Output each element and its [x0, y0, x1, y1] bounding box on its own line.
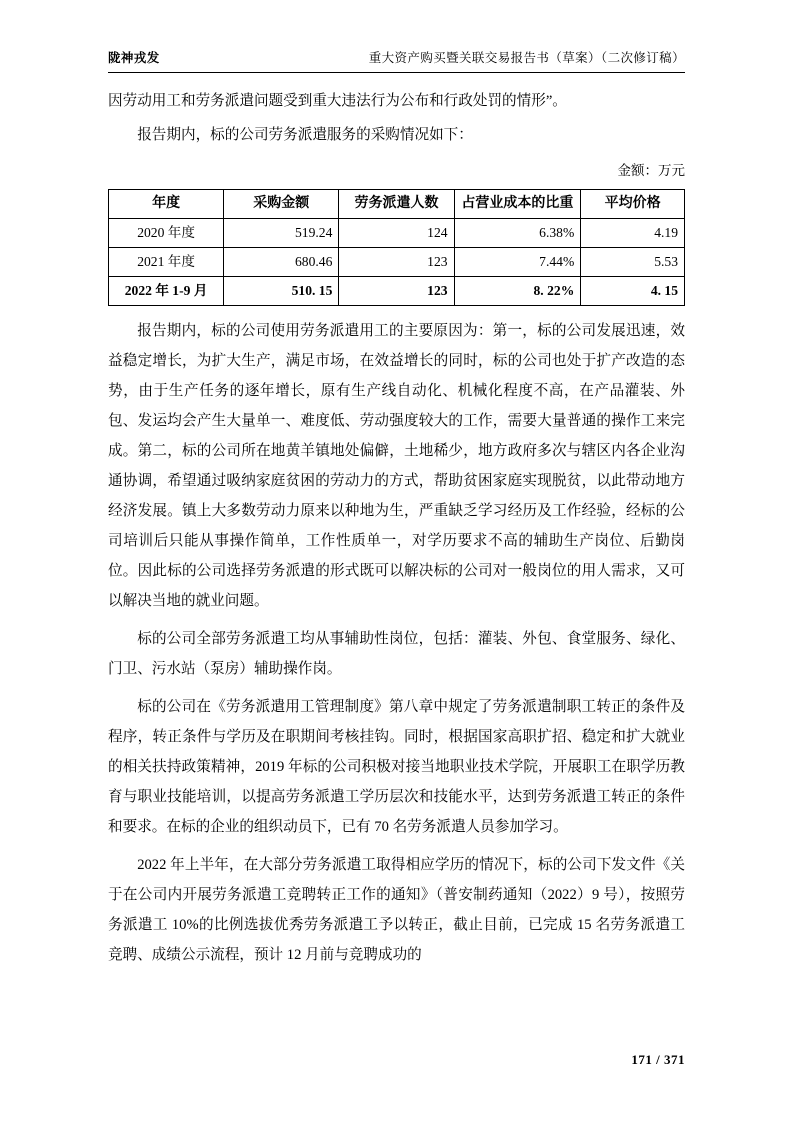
cell-people: 124: [339, 219, 454, 248]
cell-year: 2021 年度: [109, 248, 224, 277]
page-content: [108, 86, 685, 970]
paragraph-2: 报告期内，标的公司劳务派遣服务的采购情况如下：: [137, 127, 473, 143]
table-header-ratio: 占营业成本的比重: [454, 190, 581, 219]
spacer: [108, 684, 685, 692]
cell-people: 123: [339, 277, 454, 306]
header-company-name: 陇神戎发: [108, 51, 160, 65]
labor-dispatch-table: [108, 189, 685, 306]
cell-year: 2022 年 1-9 月: [109, 277, 224, 306]
table-header-price: 平均价格: [581, 190, 685, 219]
cell-ratio: 7.44%: [454, 248, 581, 277]
cell-people: 123: [339, 248, 454, 277]
table-unit-label: 金额：万元: [617, 163, 685, 178]
page-number: 171 / 371: [631, 1052, 685, 1067]
table-row: [109, 248, 685, 277]
cell-amount: 510. 15: [224, 277, 339, 306]
table-header-people: 劳务派遣人数: [339, 190, 454, 219]
spacer: [108, 616, 685, 624]
cell-price: 4.19: [581, 219, 685, 248]
header-divider: [108, 72, 685, 73]
cell-amount: 680.46: [224, 248, 339, 277]
cell-price: 4. 15: [581, 277, 685, 306]
paragraph-6: 2022 年上半年，在大部分劳务派遣工取得相应学历的情况下，标的公司下发文件《关于在公司内开展劳务派遣工竞聘转正工作的通知》（普安制药通知（2022）9 号），按照劳务派遣工 10%的比例选拔优秀劳务派遣工予以转正，截止目前，已完成 15 名劳务派遣工竞聘、成绩公示流程，预计 12 月前与竞聘成功的: [108, 857, 685, 963]
paragraph-1: 因劳动用工和劳务派遣问题受到重大违法行为公布和行政处罚的情形”。: [108, 93, 567, 109]
spacer: [108, 842, 685, 850]
table-header-year: 年度: [109, 190, 224, 219]
paragraph-4: 标的公司全部劳务派遣工均从事辅助性岗位，包括：灌装、外包、食堂服务、绿化、门卫、污水站（泵房）辅助操作岗。: [108, 631, 685, 677]
cell-ratio: 8. 22%: [454, 277, 581, 306]
cell-amount: 519.24: [224, 219, 339, 248]
page-header: [108, 48, 685, 66]
header-document-title: 重大资产购买暨关联交易报告书（草案）（二次修订稿）: [368, 51, 685, 65]
table-header-amount: 采购金额: [224, 190, 339, 219]
cell-ratio: 6.38%: [454, 219, 581, 248]
paragraph-3: 报告期内，标的公司使用劳务派遣用工的主要原因为：第一，标的公司发展迅速，效益稳定增长，为扩大生产，满足市场，在效益增长的同时，标的公司也处于扩产改造的态势，由于生产任务的逐年增长，原有生产线自动化、机械化程度不高，在产品灌装、外包、发运均会产生大量单一、难度低、劳动强度较大的工作，需要大量普通的操作工来完成。第二，标的公司所在地黄羊镇地处偏僻，土地稀少，地方政府多次与辖区内各企业沟通协调，希望通过吸纳家庭贫困的劳动力的方式，帮助贫困家庭实现脱贫，以此带动地方经济发展。镇上大多数劳动力原来以种地为生，严重缺乏学习经历及工作经验，经标的公司培训后只能从事操作简单，工作性质单一，对学历要求不高的辅助生产岗位、后勤岗位。因此标的公司选择劳务派遣的形式既可以解决标的公司对一般岗位的用人需求，又可以解决当地的就业问题。: [108, 323, 685, 609]
table-row: [109, 277, 685, 306]
paragraph-5: 标的公司在《劳务派遣用工管理制度》第八章中规定了劳务派遣制职工转正的条件及程序，转正条件与学历及在职期间考核挂钩。同时，根据国家高职扩招、稳定和扩大就业的相关扶持政策精神，2019 年标的公司积极对接当地职业技术学院，开展职工在职学历教育与职业技能培训，以提高劳务派遣工学历层次和技能水平，达到劳务派遣工转正的条件和要求。在标的企业的组织动员下，已有 70 名劳务派遣人员参加学习。: [108, 699, 685, 835]
table-header-row: [109, 190, 685, 219]
cell-year: 2020 年度: [109, 219, 224, 248]
cell-price: 5.53: [581, 248, 685, 277]
table-row: [109, 219, 685, 248]
